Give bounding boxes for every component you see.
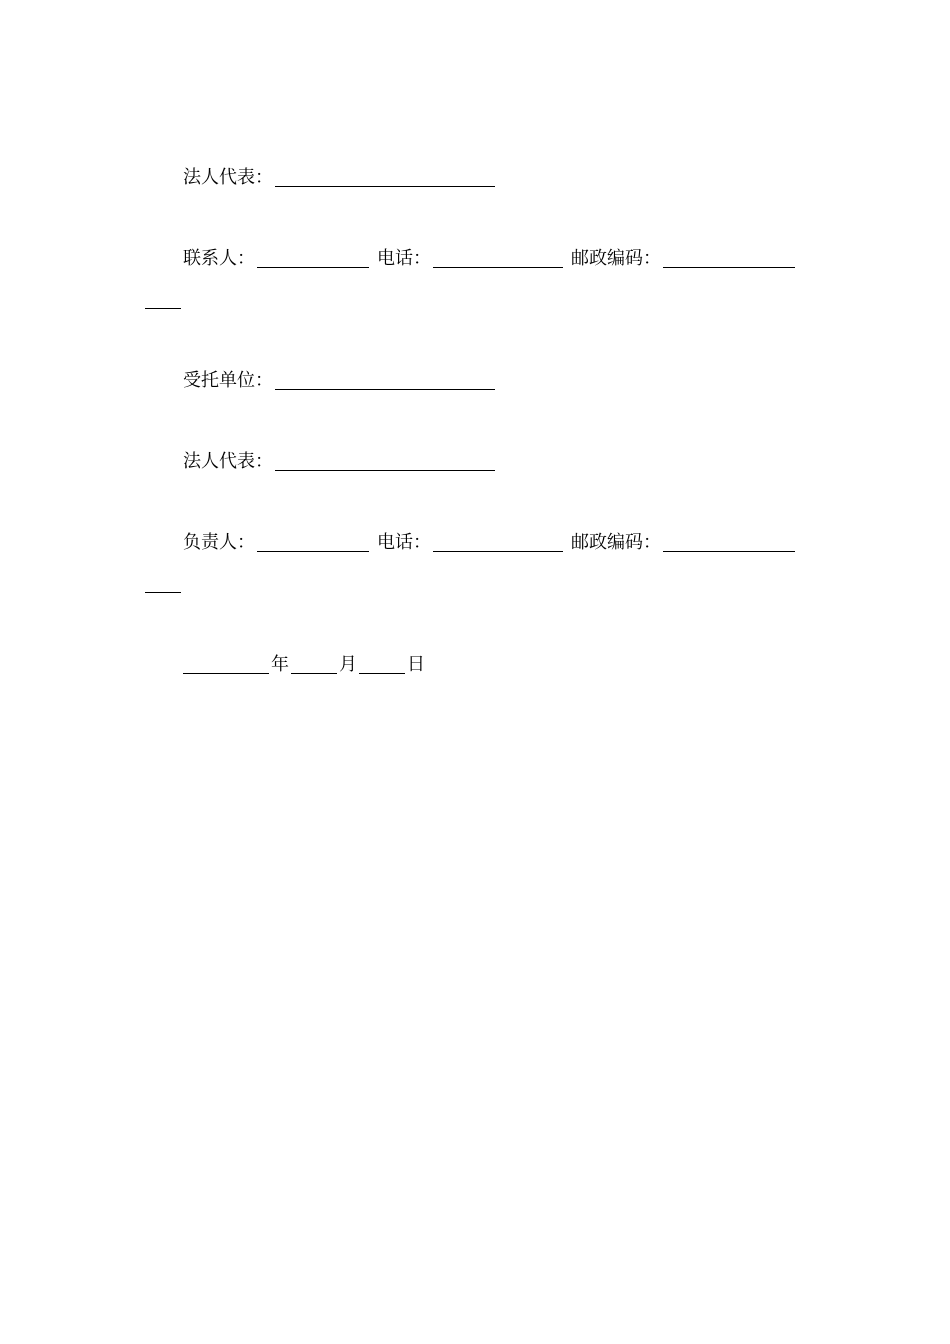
trustee-unit-line [183, 370, 497, 392]
trustee-unit-label: 受托单位： [183, 370, 273, 391]
postcode-blank-continued-b [145, 574, 181, 599]
legal-rep-line-b [183, 451, 497, 473]
phone-blank[interactable] [433, 533, 563, 552]
contact-line [183, 248, 797, 270]
legal-rep-blank[interactable] [275, 452, 495, 471]
responsible-person-label: 负责人： [183, 532, 255, 553]
day-blank[interactable] [359, 655, 405, 674]
phone-blank[interactable] [433, 249, 563, 268]
legal-rep-line-a [183, 167, 497, 189]
month-blank[interactable] [291, 655, 337, 674]
year-blank[interactable] [183, 655, 269, 674]
phone-label: 电话： [377, 248, 431, 269]
legal-rep-blank[interactable] [275, 168, 495, 187]
month-label: 月 [339, 654, 357, 675]
legal-rep-label: 法人代表： [183, 451, 273, 472]
day-label: 日 [407, 654, 425, 675]
postcode-blank-continuation[interactable] [145, 290, 181, 309]
trustee-unit-blank[interactable] [275, 371, 495, 390]
postcode-blank-continued-a [145, 290, 181, 315]
phone-label: 电话： [377, 532, 431, 553]
responsible-person-line [183, 532, 797, 554]
date-line [183, 654, 425, 676]
responsible-person-blank[interactable] [257, 533, 369, 552]
contact-blank[interactable] [257, 249, 369, 268]
contact-label: 联系人： [183, 248, 255, 269]
year-label: 年 [271, 654, 289, 675]
postcode-label: 邮政编码： [571, 248, 661, 269]
postcode-label: 邮政编码： [571, 532, 661, 553]
postcode-blank[interactable] [663, 533, 795, 552]
postcode-blank-continuation[interactable] [145, 574, 181, 593]
legal-rep-label: 法人代表： [183, 167, 273, 188]
postcode-blank[interactable] [663, 249, 795, 268]
